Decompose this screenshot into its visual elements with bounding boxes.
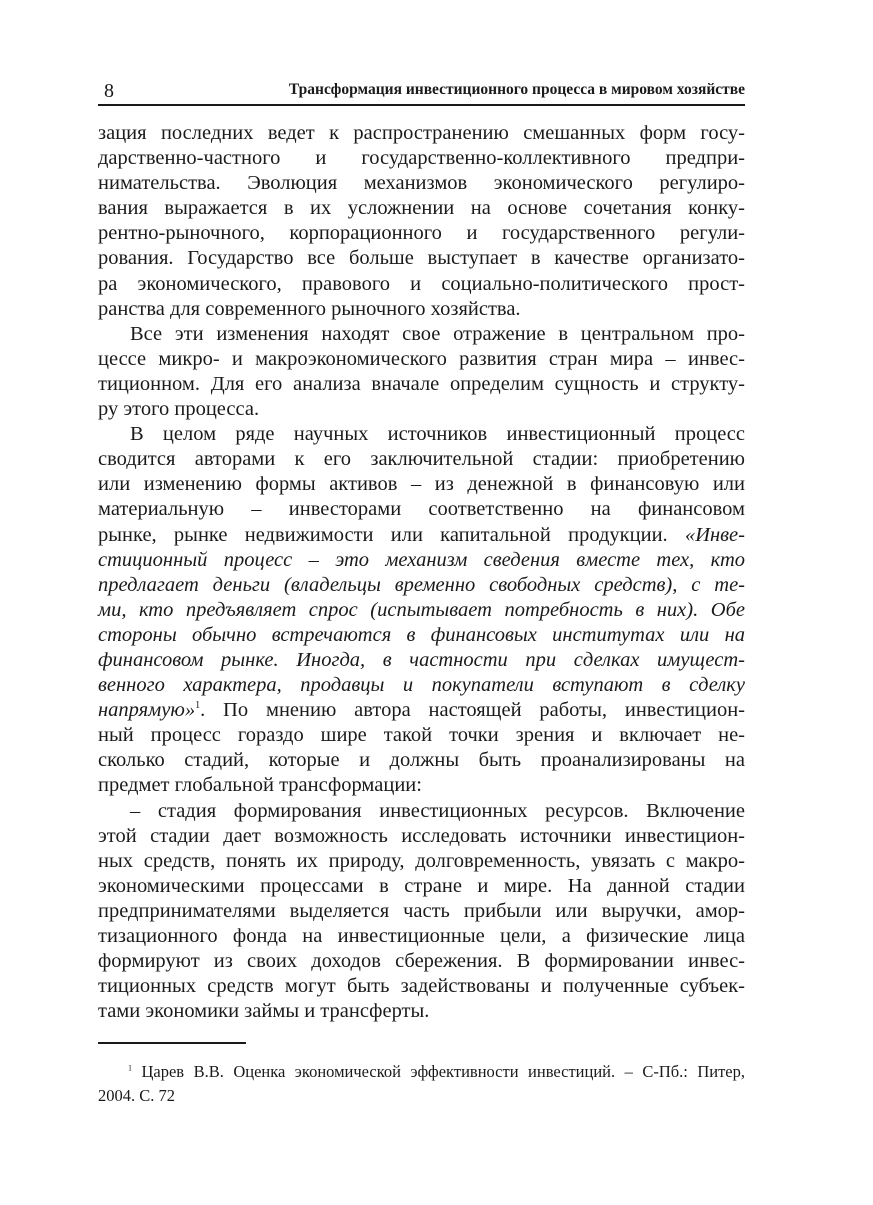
text-line: экономическими процессами в стране и мире. На данной стадии [98,874,745,897]
text-line: дарственно-частного и государственно-коллективного предпри- [98,147,745,170]
text-line: сводится авторами к его заключительной стадии: приобретению [98,448,745,471]
text-line: материальную – инвесторами соответственно на финансовом [98,498,745,521]
footnote [98,1060,745,1108]
text-line: ру этого процесса. [98,398,260,421]
text-line: цессе микро- и макроэкономического развития стран мира – инвес- [98,347,745,370]
text-line: – стадия формирования инвестиционных ресурсов. Включение [130,799,745,822]
quotation-text: напрямую» [98,699,196,722]
text-line: ных средств, понять их природу, долговременность, увязать с макро- [98,849,745,872]
text-line: ра экономического, правового и социально-политического прост- [98,272,745,295]
text-line: тами экономики займы и трансферты. [98,1000,430,1023]
text-line: этой стадии дает возможность исследовать источники инвестицион- [98,824,745,847]
text-segment: рынке, рынке недвижимости или капитальной продукции. [98,523,685,546]
text-line: тиционном. Для его анализа вначале определим сущность и структу- [98,372,745,395]
text-line: тиционных средств могут быть задействованы и полученные субъек- [98,975,745,998]
main-text [98,121,745,1024]
quotation-line: стиционный процесс – это механизм сведения вместе тех, кто [98,548,745,571]
text-line: зация последних ведет к распространению смешанных форм госу- [98,122,745,144]
text-segment: . По мнению автора настоящей работы, инвестицион- [200,699,745,722]
paragraph-3 [98,422,745,798]
text-line: ранства для современного рыночного хозяйства. [98,297,521,320]
page-number: 8 [104,80,114,102]
text-line: ный процесс гораздо шире такой точки зрения и включает не- [98,724,745,747]
footnote-reference[interactable]: 1 [195,700,201,712]
text-line: предмет глобальной трансформации: [98,774,422,797]
text-line [98,523,745,548]
text-line: вания выражается в их усложнении на основе сочетания конку- [98,197,745,220]
quotation-line: финансовом рынке. Иногда, в частности при сделках имущест- [98,648,745,671]
quotation-text: «Инве- [684,523,745,546]
paragraph-1 [98,121,745,322]
paragraph-4 [98,799,745,1025]
text-line: тизационного фонда на инвестиционные цели, а физические лица [98,925,745,947]
footnote-line: 2004. С. 72 [98,1086,176,1105]
quotation-line: венного характера, продавцы и покупатели вступают в сделку [98,674,745,697]
quotation-line: ми, кто предъявляет спрос (испытывает потребность в них). Обе [98,598,745,621]
quotation-line: стороны обычно встречаются в финансовых институтах или на [98,623,745,646]
text-line: нимательства. Эволюция механизмов экономического регулиро- [98,172,745,195]
text-line [98,698,745,723]
text-line: рования. Государство все больше выступает в качестве организато- [98,247,745,270]
footnote-divider [98,1042,246,1044]
text-line: или изменению формы активов – из денежной в финансовую или [98,473,745,496]
text-line: сколько стадий, которые и должны быть проанализированы на [98,749,745,772]
text-line: формируют из своих доходов сбережения. В формировании инвес- [98,950,745,973]
running-header [98,78,745,106]
running-title: Трансформация инвестиционного процесса в мировом хозяйстве [288,81,745,98]
paragraph-2 [98,322,745,422]
quotation-line: предлагает деньги (владельцы временно свободных средств), с те- [98,573,745,596]
footnote-marker: 1 [128,1063,132,1073]
text-line: предпринимателями выделяется часть прибыли или выручки, амор- [98,899,745,922]
text-line: Все эти изменения находят свое отражение в центральном про- [130,322,745,345]
footnote-line [98,1060,745,1084]
text-line: рентно-рыночного, корпорационного и государственного регули- [98,222,745,245]
footnote-text: Царев В.В. Оценка экономической эффективности инвестиций. – С-Пб.: Питер, [132,1062,745,1081]
text-line: В целом ряде научных источников инвестиционный процесс [130,423,745,446]
